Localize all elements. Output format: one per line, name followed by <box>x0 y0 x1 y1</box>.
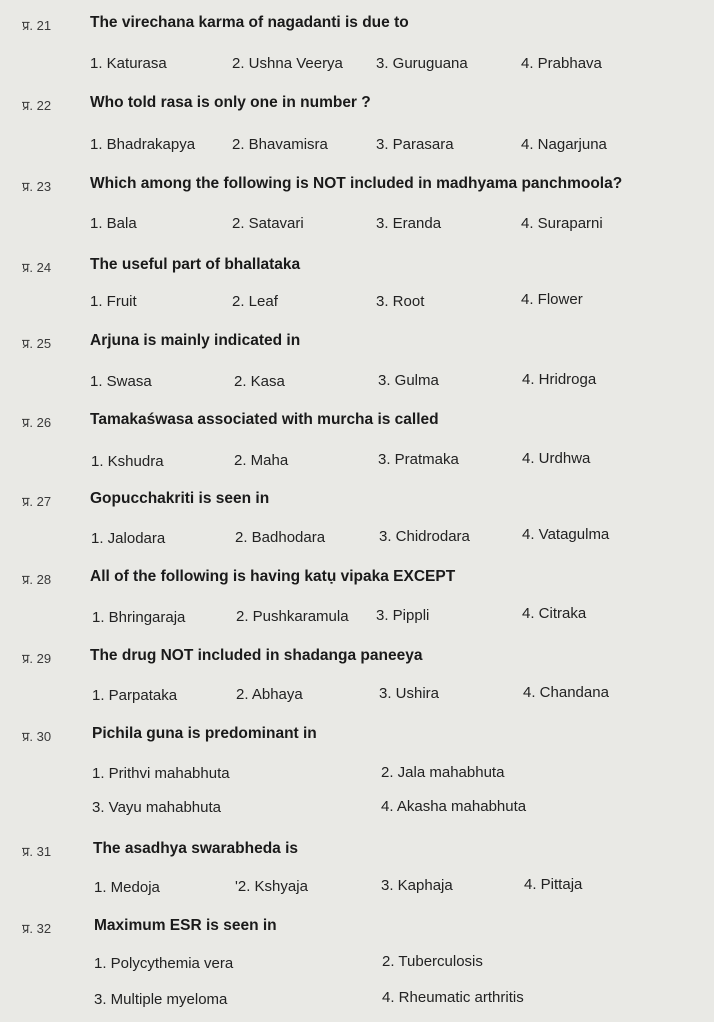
question-number: प्र. 30 <box>22 729 52 744</box>
question-number: प्र. 25 <box>22 336 52 351</box>
option-2: 2. Bhavamisra <box>232 136 328 153</box>
question-number: प्र. 24 <box>22 260 52 275</box>
option-4: 4. Chandana <box>523 684 609 701</box>
option-1: 1. Jalodara <box>91 530 166 547</box>
option-3: 3. Vayu mahabhuta <box>92 799 221 816</box>
option-2: '2. Kshyaja <box>235 878 308 895</box>
option-4: 4. Pittaja <box>524 876 583 893</box>
question-number: प्र. 21 <box>22 18 52 33</box>
question-text: The drug NOT included in shadanga paneeya <box>90 647 423 664</box>
option-4: 4. Flower <box>521 291 583 308</box>
option-1: 1. Bhringaraja <box>92 609 186 626</box>
option-3: 3. Ushira <box>379 685 440 702</box>
question-number: प्र. 29 <box>22 651 52 666</box>
option-3: 3. Multiple myeloma <box>94 991 228 1008</box>
question-number: प्र. 31 <box>22 844 52 859</box>
question-text: The useful part of bhallataka <box>90 256 301 273</box>
option-3: 3. Gulma <box>378 372 439 389</box>
question-text: The virechana karma of nagadanti is due to <box>90 14 409 31</box>
option-1: 1. Medoja <box>94 879 160 896</box>
question-text: The asadhya swarabheda is <box>93 840 299 857</box>
option-4: 4. Akasha mahabhuta <box>381 798 527 815</box>
option-4: 4. Urdhwa <box>522 450 591 467</box>
option-3: 3. Kaphaja <box>381 877 453 894</box>
option-2: 2. Badhodara <box>235 529 326 546</box>
question-number: प्र. 26 <box>22 415 52 430</box>
question-text: Arjuna is mainly indicated in <box>90 332 301 349</box>
question-text: Gopucchakriti is seen in <box>90 490 270 507</box>
option-4: 4. Hridroga <box>522 371 597 388</box>
option-4: 4. Rheumatic arthritis <box>382 989 524 1006</box>
option-2: 2. Jala mahabhuta <box>381 764 505 781</box>
option-4: 4. Prabhava <box>521 55 602 72</box>
option-1: 1. Kshudra <box>91 453 164 470</box>
option-1: 1. Swasa <box>90 373 152 390</box>
option-1: 1. Parpataka <box>92 687 178 704</box>
option-2: 2. Leaf <box>232 293 278 310</box>
option-1: 1. Polycythemia vera <box>94 955 234 972</box>
option-3: 3. Root <box>376 293 425 310</box>
option-2: 2. Abhaya <box>236 686 303 703</box>
option-2: 2. Maha <box>234 452 289 469</box>
option-2: 2. Kasa <box>234 373 285 390</box>
option-3: 3. Eranda <box>376 215 442 232</box>
option-3: 3. Chidrodara <box>379 528 470 545</box>
question-text: All of the following is having katụ vipaka EXCEPT <box>90 568 456 585</box>
option-1: 1. Fruit <box>90 293 137 310</box>
question-text: Who told rasa is only one in number ? <box>90 94 371 111</box>
option-3: 3. Pratmaka <box>378 451 459 468</box>
question-text: Tamakaśwasa associated with murcha is called <box>90 411 439 428</box>
option-3: 3. Pippli <box>376 607 430 624</box>
option-3: 3. Parasara <box>376 136 454 153</box>
option-4: 4. Vatagulma <box>522 526 610 543</box>
question-number: प्र. 23 <box>22 179 52 194</box>
question-text: Maximum ESR is seen in <box>94 917 277 934</box>
option-2: 2. Satavari <box>232 215 304 232</box>
option-2: 2. Pushkaramula <box>236 608 349 625</box>
option-1: 1. Prithvi mahabhuta <box>92 765 230 782</box>
question-number: प्र. 32 <box>22 921 52 936</box>
question-number: प्र. 28 <box>22 572 52 587</box>
option-1: 1. Katurasa <box>90 55 167 72</box>
question-number: प्र. 27 <box>22 494 52 509</box>
option-2: 2. Tuberculosis <box>382 953 483 970</box>
option-2: 2. Ushna Veerya <box>232 55 343 72</box>
question-text: Which among the following is NOT included in madhyama panchmoola? <box>90 175 623 192</box>
option-1: 1. Bala <box>90 215 137 232</box>
question-text: Pichila guna is predominant in <box>92 725 317 742</box>
option-4: 4. Citraka <box>522 605 587 622</box>
option-3: 3. Guruguana <box>376 55 468 72</box>
option-4: 4. Nagarjuna <box>521 136 607 153</box>
option-4: 4. Suraparni <box>521 215 603 232</box>
option-1: 1. Bhadrakapya <box>90 136 196 153</box>
question-number: प्र. 22 <box>22 98 52 113</box>
